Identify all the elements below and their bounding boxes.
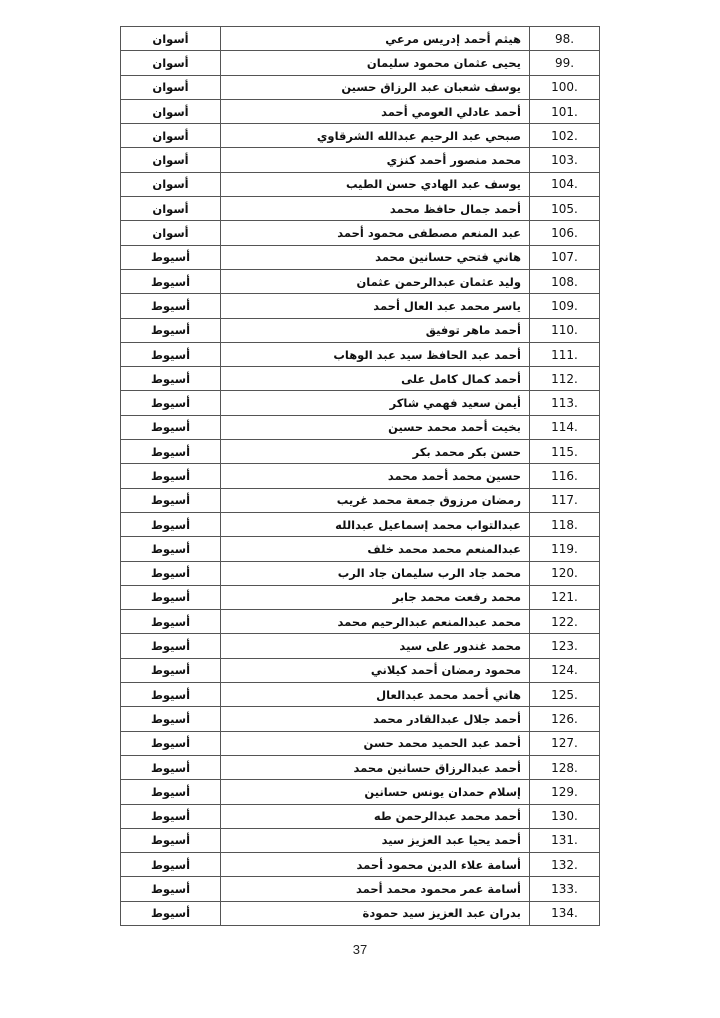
row-number: 102. — [530, 124, 600, 148]
table-row — [121, 585, 600, 609]
person-name: محمد منصور أحمد كنزي — [221, 148, 530, 172]
table-row — [121, 367, 600, 391]
person-name: أحمد جمال حافظ محمد — [221, 197, 530, 221]
row-number: 121. — [530, 585, 600, 609]
governorate: أسيوط — [121, 780, 221, 804]
names-table-container — [120, 26, 600, 926]
table-row — [121, 148, 600, 172]
row-number: 108. — [530, 269, 600, 293]
person-name: إسلام حمدان يونس حسانين — [221, 780, 530, 804]
row-number: 98. — [530, 27, 600, 51]
table-row — [121, 731, 600, 755]
table-row — [121, 75, 600, 99]
table-row — [121, 901, 600, 925]
row-number: 119. — [530, 537, 600, 561]
table-row — [121, 780, 600, 804]
table-row — [121, 391, 600, 415]
person-name: بخيت أحمد محمد حسين — [221, 415, 530, 439]
person-name: أحمد عبد الحميد محمد حسن — [221, 731, 530, 755]
row-number: 124. — [530, 658, 600, 682]
person-name: أحمد عادلي العومي أحمد — [221, 99, 530, 123]
governorate: أسيوط — [121, 464, 221, 488]
governorate: أسوان — [121, 221, 221, 245]
person-name: أحمد ماهر توفيق — [221, 318, 530, 342]
table-row — [121, 172, 600, 196]
row-number: 99. — [530, 51, 600, 75]
governorate: أسيوط — [121, 683, 221, 707]
table-row — [121, 221, 600, 245]
person-name: أيمن سعيد فهمي شاكر — [221, 391, 530, 415]
row-number: 130. — [530, 804, 600, 828]
row-number: 134. — [530, 901, 600, 925]
governorate: أسيوط — [121, 294, 221, 318]
row-number: 110. — [530, 318, 600, 342]
table-row — [121, 464, 600, 488]
row-number: 115. — [530, 440, 600, 464]
person-name: هاني فتحي حسانين محمد — [221, 245, 530, 269]
person-name: عبدالتواب محمد إسماعيل عبدالله — [221, 512, 530, 536]
table-row — [121, 804, 600, 828]
names-table-body — [121, 27, 600, 926]
row-number: 132. — [530, 853, 600, 877]
table-row — [121, 197, 600, 221]
person-name: عبدالمنعم محمد محمد خلف — [221, 537, 530, 561]
row-number: 104. — [530, 172, 600, 196]
row-number: 122. — [530, 610, 600, 634]
governorate: أسيوط — [121, 245, 221, 269]
names-table — [120, 26, 600, 926]
governorate: أسيوط — [121, 318, 221, 342]
row-number: 103. — [530, 148, 600, 172]
table-row — [121, 634, 600, 658]
person-name: محمد غندور على سيد — [221, 634, 530, 658]
governorate: أسوان — [121, 99, 221, 123]
row-number: 129. — [530, 780, 600, 804]
governorate: أسيوط — [121, 415, 221, 439]
row-number: 131. — [530, 828, 600, 852]
governorate: أسيوط — [121, 901, 221, 925]
table-row — [121, 683, 600, 707]
governorate: أسيوط — [121, 707, 221, 731]
governorate: أسيوط — [121, 391, 221, 415]
governorate: أسيوط — [121, 512, 221, 536]
row-number: 125. — [530, 683, 600, 707]
person-name: محمد رفعت محمد جابر — [221, 585, 530, 609]
table-row — [121, 99, 600, 123]
table-row — [121, 488, 600, 512]
row-number: 123. — [530, 634, 600, 658]
row-number: 109. — [530, 294, 600, 318]
row-number: 126. — [530, 707, 600, 731]
person-name: أحمد جلال عبدالقادر محمد — [221, 707, 530, 731]
row-number: 107. — [530, 245, 600, 269]
governorate: أسيوط — [121, 610, 221, 634]
person-name: حسن بكر محمد بكر — [221, 440, 530, 464]
person-name: أحمد عبد الحافظ سيد عبد الوهاب — [221, 342, 530, 366]
table-row — [121, 27, 600, 51]
governorate: أسوان — [121, 124, 221, 148]
person-name: صبحي عبد الرحيم عبدالله الشرقاوي — [221, 124, 530, 148]
row-number: 120. — [530, 561, 600, 585]
person-name: أسامة علاء الدين محمود أحمد — [221, 853, 530, 877]
governorate: أسوان — [121, 27, 221, 51]
row-number: 100. — [530, 75, 600, 99]
person-name: يحيى عثمان محمود سليمان — [221, 51, 530, 75]
row-number: 117. — [530, 488, 600, 512]
table-row — [121, 124, 600, 148]
governorate: أسوان — [121, 172, 221, 196]
person-name: أحمد عبدالرزاق حسانين محمد — [221, 755, 530, 779]
person-name: وليد عثمان عبدالرحمن عثمان — [221, 269, 530, 293]
table-row — [121, 658, 600, 682]
person-name: محمد عبدالمنعم عبدالرحيم محمد — [221, 610, 530, 634]
person-name: أحمد محمد عبدالرحمن طه — [221, 804, 530, 828]
table-row — [121, 342, 600, 366]
governorate: أسيوط — [121, 585, 221, 609]
person-name: يوسف شعبان عبد الرزاق حسين — [221, 75, 530, 99]
table-row — [121, 707, 600, 731]
person-name: حسين محمد أحمد محمد — [221, 464, 530, 488]
person-name: رمضان مرزوق جمعة محمد غريب — [221, 488, 530, 512]
table-row — [121, 294, 600, 318]
row-number: 101. — [530, 99, 600, 123]
governorate: أسوان — [121, 75, 221, 99]
person-name: ياسر محمد عبد العال أحمد — [221, 294, 530, 318]
row-number: 112. — [530, 367, 600, 391]
governorate: أسيوط — [121, 342, 221, 366]
table-row — [121, 269, 600, 293]
table-row — [121, 51, 600, 75]
table-row — [121, 415, 600, 439]
person-name: محمود رمضان أحمد كيلاني — [221, 658, 530, 682]
row-number: 111. — [530, 342, 600, 366]
table-row — [121, 610, 600, 634]
table-row — [121, 828, 600, 852]
governorate: أسيوط — [121, 440, 221, 464]
table-row — [121, 853, 600, 877]
governorate: أسوان — [121, 51, 221, 75]
table-row — [121, 512, 600, 536]
row-number: 114. — [530, 415, 600, 439]
row-number: 113. — [530, 391, 600, 415]
row-number: 116. — [530, 464, 600, 488]
person-name: أسامة عمر محمود محمد أحمد — [221, 877, 530, 901]
person-name: بدران عبد العزيز سيد حمودة — [221, 901, 530, 925]
governorate: أسيوط — [121, 367, 221, 391]
row-number: 128. — [530, 755, 600, 779]
governorate: أسيوط — [121, 658, 221, 682]
person-name: هاني أحمد محمد عبدالعال — [221, 683, 530, 707]
table-row — [121, 755, 600, 779]
governorate: أسيوط — [121, 731, 221, 755]
governorate: أسيوط — [121, 537, 221, 561]
governorate: أسوان — [121, 197, 221, 221]
row-number: 127. — [530, 731, 600, 755]
table-row — [121, 877, 600, 901]
governorate: أسيوط — [121, 269, 221, 293]
table-row — [121, 245, 600, 269]
governorate: أسيوط — [121, 488, 221, 512]
person-name: أحمد كمال كامل على — [221, 367, 530, 391]
person-name: هيثم أحمد إدريس مرعي — [221, 27, 530, 51]
row-number: 105. — [530, 197, 600, 221]
person-name: أحمد يحيا عبد العزيز سيد — [221, 828, 530, 852]
governorate: أسيوط — [121, 561, 221, 585]
person-name: محمد جاد الرب سليمان جاد الرب — [221, 561, 530, 585]
table-row — [121, 537, 600, 561]
person-name: يوسف عبد الهادي حسن الطيب — [221, 172, 530, 196]
governorate: أسوان — [121, 148, 221, 172]
governorate: أسيوط — [121, 877, 221, 901]
governorate: أسيوط — [121, 804, 221, 828]
table-row — [121, 440, 600, 464]
page-number: 37 — [352, 942, 368, 957]
governorate: أسيوط — [121, 828, 221, 852]
person-name: عبد المنعم مصطفى محمود أحمد — [221, 221, 530, 245]
row-number: 118. — [530, 512, 600, 536]
row-number: 106. — [530, 221, 600, 245]
governorate: أسيوط — [121, 755, 221, 779]
governorate: أسيوط — [121, 634, 221, 658]
row-number: 133. — [530, 877, 600, 901]
table-row — [121, 561, 600, 585]
table-row — [121, 318, 600, 342]
governorate: أسيوط — [121, 853, 221, 877]
